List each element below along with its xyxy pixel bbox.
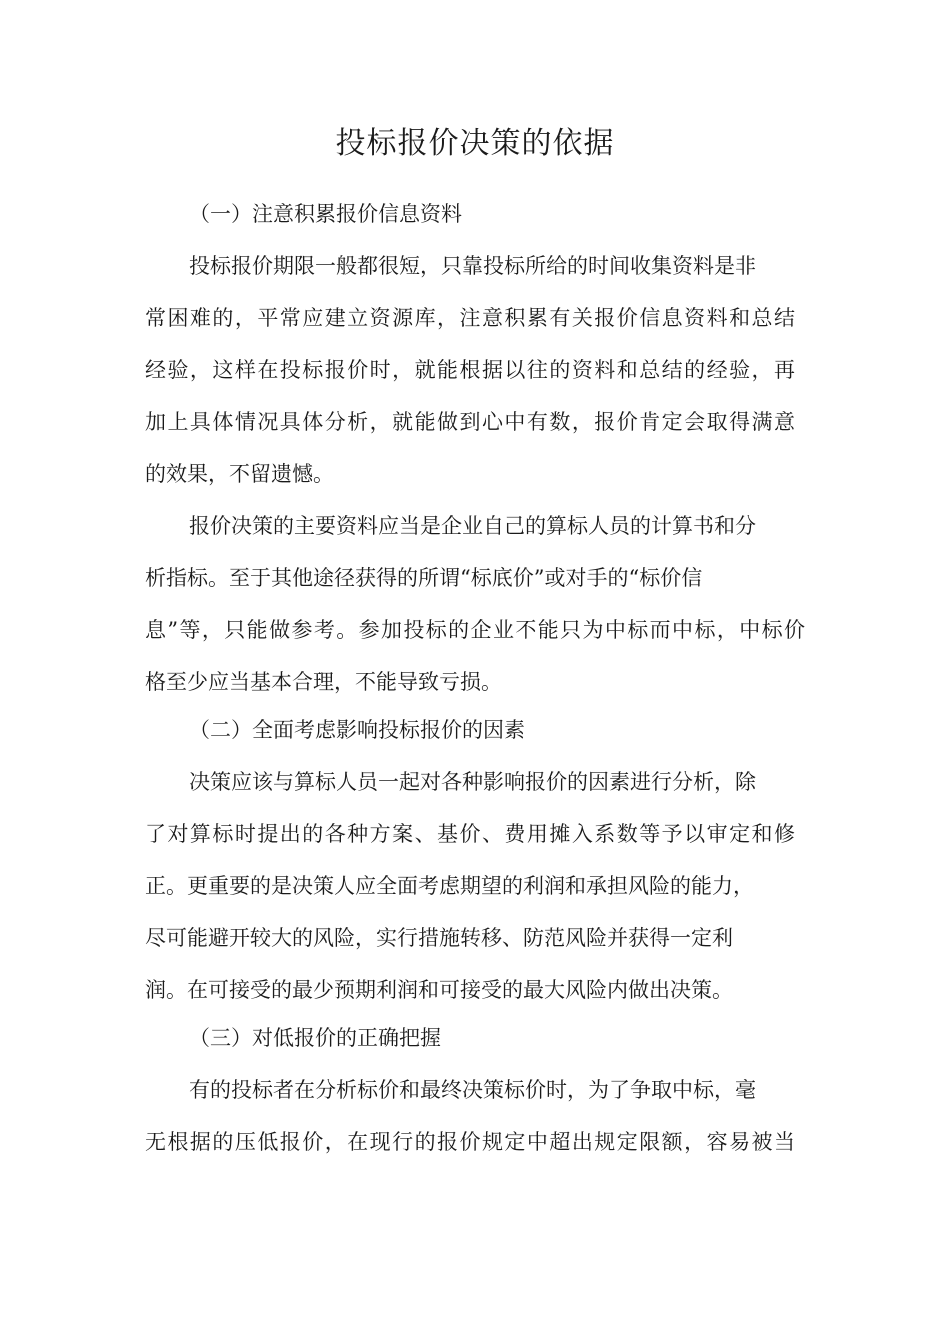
paragraph-line: 析指标。至于其他途径获得的所谓“标底价”或对手的“标价信: [145, 566, 703, 590]
paragraph-line: 决策应该与算标人员一起对各种影响报价的因素进行分析，除: [189, 770, 756, 794]
section-heading-3: （三）对低报价的正确把握: [189, 1026, 441, 1050]
section-heading-2: （二）全面考虑影响投标报价的因素: [189, 718, 525, 742]
paragraph-line: 格至少应当基本合理，不能导致亏损。: [145, 670, 502, 694]
paragraph-line: 投标报价期限一般都很短，只靠投标所给的时间收集资料是非: [189, 254, 756, 278]
paragraph-line: 正。更重要的是决策人应全面考虑期望的利润和承担风险的能力，: [145, 874, 754, 898]
paragraph-line: 常困难的，平常应建立资源库，注意积累有关报价信息资料和总结: [145, 306, 795, 330]
paragraph-line: 了对算标时提出的各种方案、基价、费用摊入系数等予以审定和修: [145, 822, 795, 846]
paragraph-line: 尽可能避开较大的风险，实行措施转移、防范风险并获得一定利: [145, 926, 733, 950]
section-heading-1: （一）注意积累报价信息资料: [189, 202, 462, 226]
paragraph-line: 无根据的压低报价，在现行的报价规定中超出规定限额，容易被当: [145, 1130, 795, 1154]
paragraph-line: 的效果，不留遗憾。: [145, 462, 334, 486]
paragraph-line: 加上具体情况具体分析，就能做到心中有数，报价肯定会取得满意: [145, 410, 795, 434]
paragraph-line: 有的投标者在分析标价和最终决策标价时，为了争取中标，毫: [189, 1078, 756, 1102]
paragraph-line: 润。在可接受的最少预期利润和可接受的最大风险内做出决策。: [145, 978, 733, 1002]
paragraph-line: 报价决策的主要资料应当是企业自己的算标人员的计算书和分: [189, 514, 756, 538]
paragraph-line: 息”等，只能做参考。参加投标的企业不能只为中标而中标，中标价: [145, 618, 805, 642]
paragraph-line: 经验，这样在投标报价时，就能根据以往的资料和总结的经验，再: [145, 358, 795, 382]
document-title: 投标报价决策的依据: [335, 126, 615, 161]
